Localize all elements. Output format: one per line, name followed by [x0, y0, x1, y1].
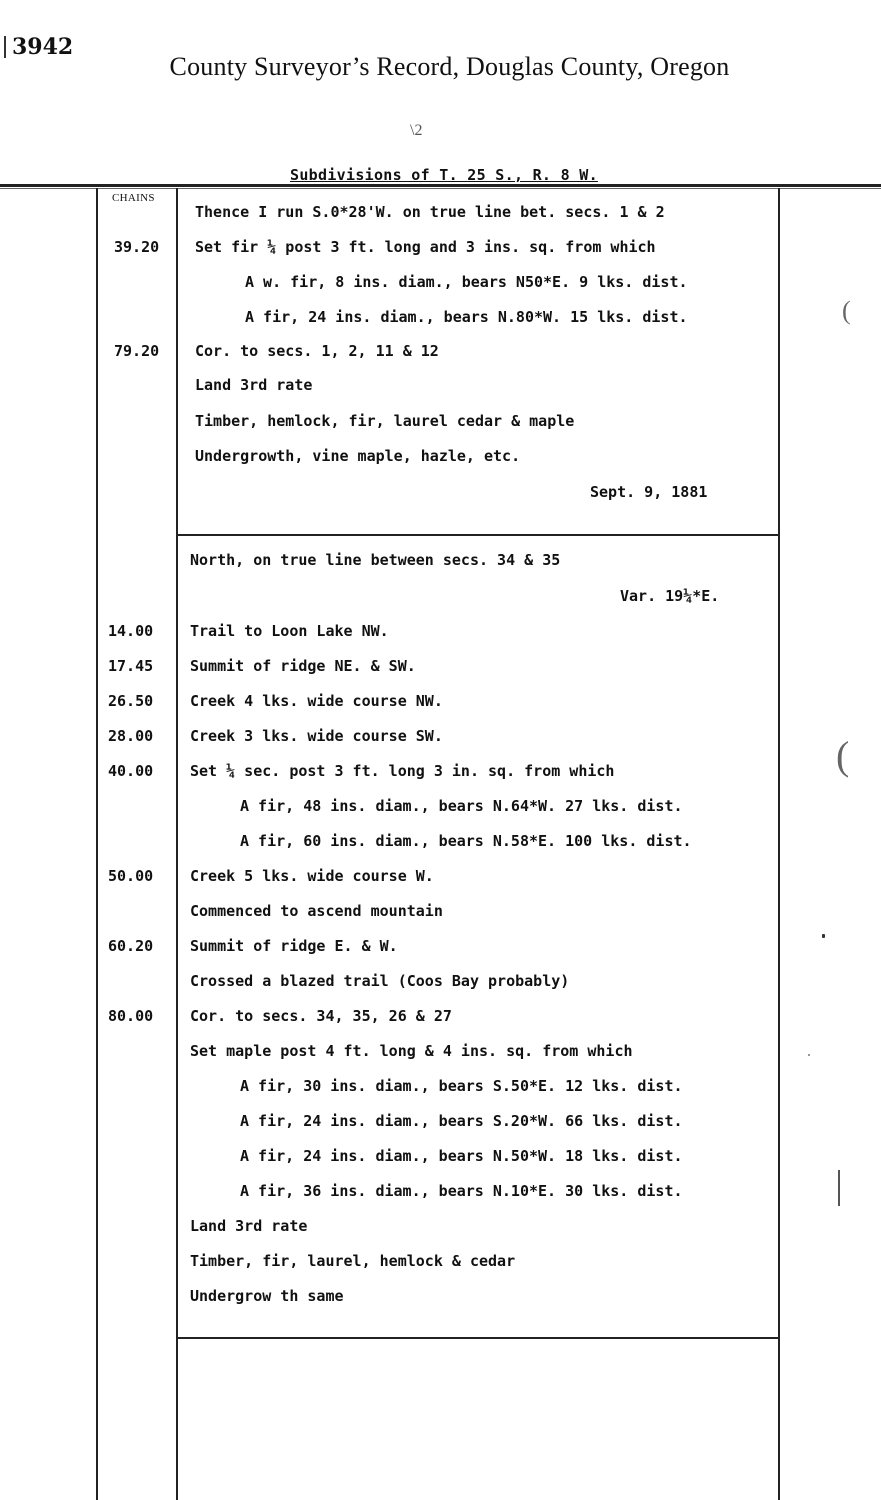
entry-line: Creek 4 lks. wide course NW.: [190, 692, 443, 710]
entry-variation: Var. 19¼*E.: [620, 587, 720, 605]
left-border: [96, 188, 98, 1500]
subtitle: Subdivisions of T. 25 S., R. 8 W.: [290, 166, 598, 184]
entry-line: A fir, 60 ins. diam., bears N.58*E. 100 lks. dist.: [240, 832, 692, 850]
entry-date: Sept. 9, 1881: [590, 483, 708, 501]
entry-line: Summit of ridge E. & W.: [190, 937, 398, 955]
chain-value: 17.45: [108, 657, 154, 675]
entry-line: A fir, 36 ins. diam., bears N.10*E. 30 lks. dist.: [240, 1182, 683, 1200]
entry-line: Trail to Loon Lake NW.: [190, 622, 389, 640]
chain-value: 60.20: [108, 937, 154, 955]
entry-line: Undergrowth, vine maple, hazle, etc.: [195, 447, 521, 465]
chain-value: 26.50: [108, 692, 154, 710]
entry-line: Summit of ridge NE. & SW.: [190, 657, 416, 675]
section-divider-1: [178, 534, 778, 536]
margin-speck: [808, 1054, 810, 1056]
entry-line: Land 3rd rate: [195, 376, 313, 394]
top-rule-thin: [0, 188, 881, 189]
entry-line: Set maple post 4 ft. long & 4 ins. sq. from which: [190, 1042, 633, 1060]
chains-divider: [176, 188, 178, 1500]
chain-value: 79.20: [114, 342, 160, 360]
chain-value: 40.00: [108, 762, 154, 780]
top-rule: [0, 184, 881, 187]
section-divider-2: [178, 1337, 778, 1339]
page-mark: \2: [410, 122, 423, 139]
entry-line: A w. fir, 8 ins. diam., bears N50*E. 9 lks. dist.: [245, 273, 688, 291]
chain-value: 39.20: [114, 238, 160, 256]
entry-line: Commenced to ascend mountain: [190, 902, 443, 920]
margin-bracket: (: [842, 296, 851, 325]
chain-value: 80.00: [108, 1007, 154, 1025]
entry-line: Crossed a blazed trail (Coos Bay probably): [190, 972, 570, 990]
entry-line: North, on true line between secs. 34 & 35: [190, 551, 561, 569]
chains-header: CHAINS: [112, 192, 155, 204]
entry-line: Set fir ¼ post 3 ft. long and 3 ins. sq. from which: [195, 238, 656, 256]
entry-line: Timber, hemlock, fir, laurel cedar & maple: [195, 412, 575, 430]
entry-line: A fir, 48 ins. diam., bears N.64*W. 27 lks. dist.: [240, 797, 683, 815]
right-border: [778, 188, 780, 1500]
entry-line: Cor. to secs. 1, 2, 11 & 12: [195, 342, 439, 360]
page-header: County Surveyor’s Record, Douglas County, Oregon: [169, 52, 730, 81]
entry-line: A fir, 24 ins. diam., bears N.80*W. 15 lks. dist.: [245, 308, 688, 326]
margin-bracket: [838, 1170, 840, 1206]
entry-line: Creek 5 lks. wide course W.: [190, 867, 434, 885]
entry-line: Cor. to secs. 34, 35, 26 & 27: [190, 1007, 452, 1025]
margin-speck: [822, 934, 825, 938]
chain-value: 28.00: [108, 727, 154, 745]
page-number: 3942: [12, 34, 74, 60]
entry-line: Land 3rd rate: [190, 1217, 308, 1235]
entry-line: Thence I run S.0*28'W. on true line bet. secs. 1 & 2: [195, 203, 665, 221]
margin-bracket: (: [836, 733, 850, 778]
entry-line: Creek 3 lks. wide course SW.: [190, 727, 443, 745]
entry-line: A fir, 30 ins. diam., bears S.50*E. 12 lks. dist.: [240, 1077, 683, 1095]
entry-line: A fir, 24 ins. diam., bears S.20*W. 66 lks. dist.: [240, 1112, 683, 1130]
entry-line: Undergrow th same: [190, 1287, 344, 1305]
entry-line: Set ¼ sec. post 3 ft. long 3 in. sq. from which: [190, 762, 615, 780]
entry-line: A fir, 24 ins. diam., bears N.50*W. 18 lks. dist.: [240, 1147, 683, 1165]
entry-line: Timber, fir, laurel, hemlock & cedar: [190, 1252, 516, 1270]
chain-value: 14.00: [108, 622, 154, 640]
chain-value: 50.00: [108, 867, 154, 885]
